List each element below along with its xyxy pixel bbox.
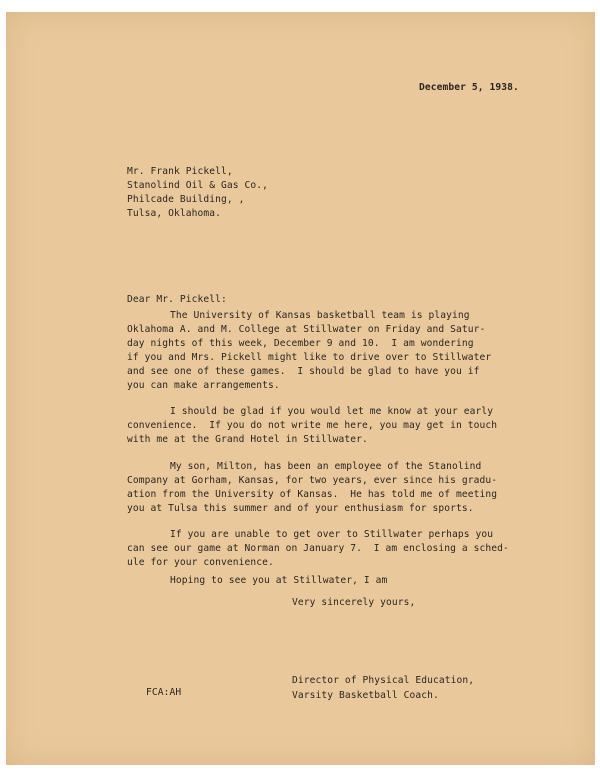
address-line: Tulsa, Oklahoma. (127, 208, 222, 219)
paragraph-line: Oklahoma A. and M. College at Stillwater on Friday and Satur- (127, 324, 486, 335)
paragraph-line: If you are unable to get over to Stillwater perhaps you (170, 529, 494, 540)
letter-page (6, 12, 595, 765)
typist-initials: FCA:AH (146, 687, 182, 698)
address-line: Stanolind Oil & Gas Co., (127, 180, 269, 191)
paragraph-line: Company at Gorham, Kansas, for two years, ever since his gradu- (127, 475, 498, 486)
letter-date: December 5, 1938. (419, 82, 519, 93)
paragraph-line: My son, Milton, has been an employee of the Stanolind (170, 461, 482, 472)
paragraph-line: ation from the University of Kansas. He has told me of meeting (127, 489, 498, 500)
signature-title-line: Varsity Basketball Coach. (292, 690, 439, 701)
paragraph-line: if you and Mrs. Pickell might like to drive over to Stillwater (127, 352, 492, 363)
paragraph-line: you at Tulsa this summer and of your enthusiasm for sports. (127, 503, 474, 514)
paragraph-line: I should be glad if you would let me know at your early (170, 406, 494, 417)
paragraph-line: can see our game at Norman on January 7. I am enclosing a sched- (127, 543, 509, 554)
paragraph-line: Hoping to see you at Stillwater, I am (170, 575, 388, 586)
paragraph-line: you can make arrangements. (127, 380, 280, 391)
paragraph-line: ule for your convenience. (127, 557, 274, 568)
address-line: Mr. Frank Pickell, (127, 166, 233, 177)
signature-title-line: Director of Physical Education, (292, 675, 475, 686)
salutation: Dear Mr. Pickell: (127, 294, 227, 305)
paragraph-line: day nights of this week, December 9 and 10. I am wondering (127, 338, 474, 349)
address-line: Philcade Building, , (127, 194, 245, 205)
closing: Very sincerely yours, (292, 597, 416, 608)
paragraph-line: convenience. If you do not write me here, you may get in touch (127, 420, 498, 431)
paragraph-line: and see one of these games. I should be glad to have you if (127, 366, 480, 377)
paragraph-line: with me at the Grand Hotel in Stillwater. (127, 434, 368, 445)
paragraph-line: The University of Kansas basketball team is playing (170, 310, 470, 321)
